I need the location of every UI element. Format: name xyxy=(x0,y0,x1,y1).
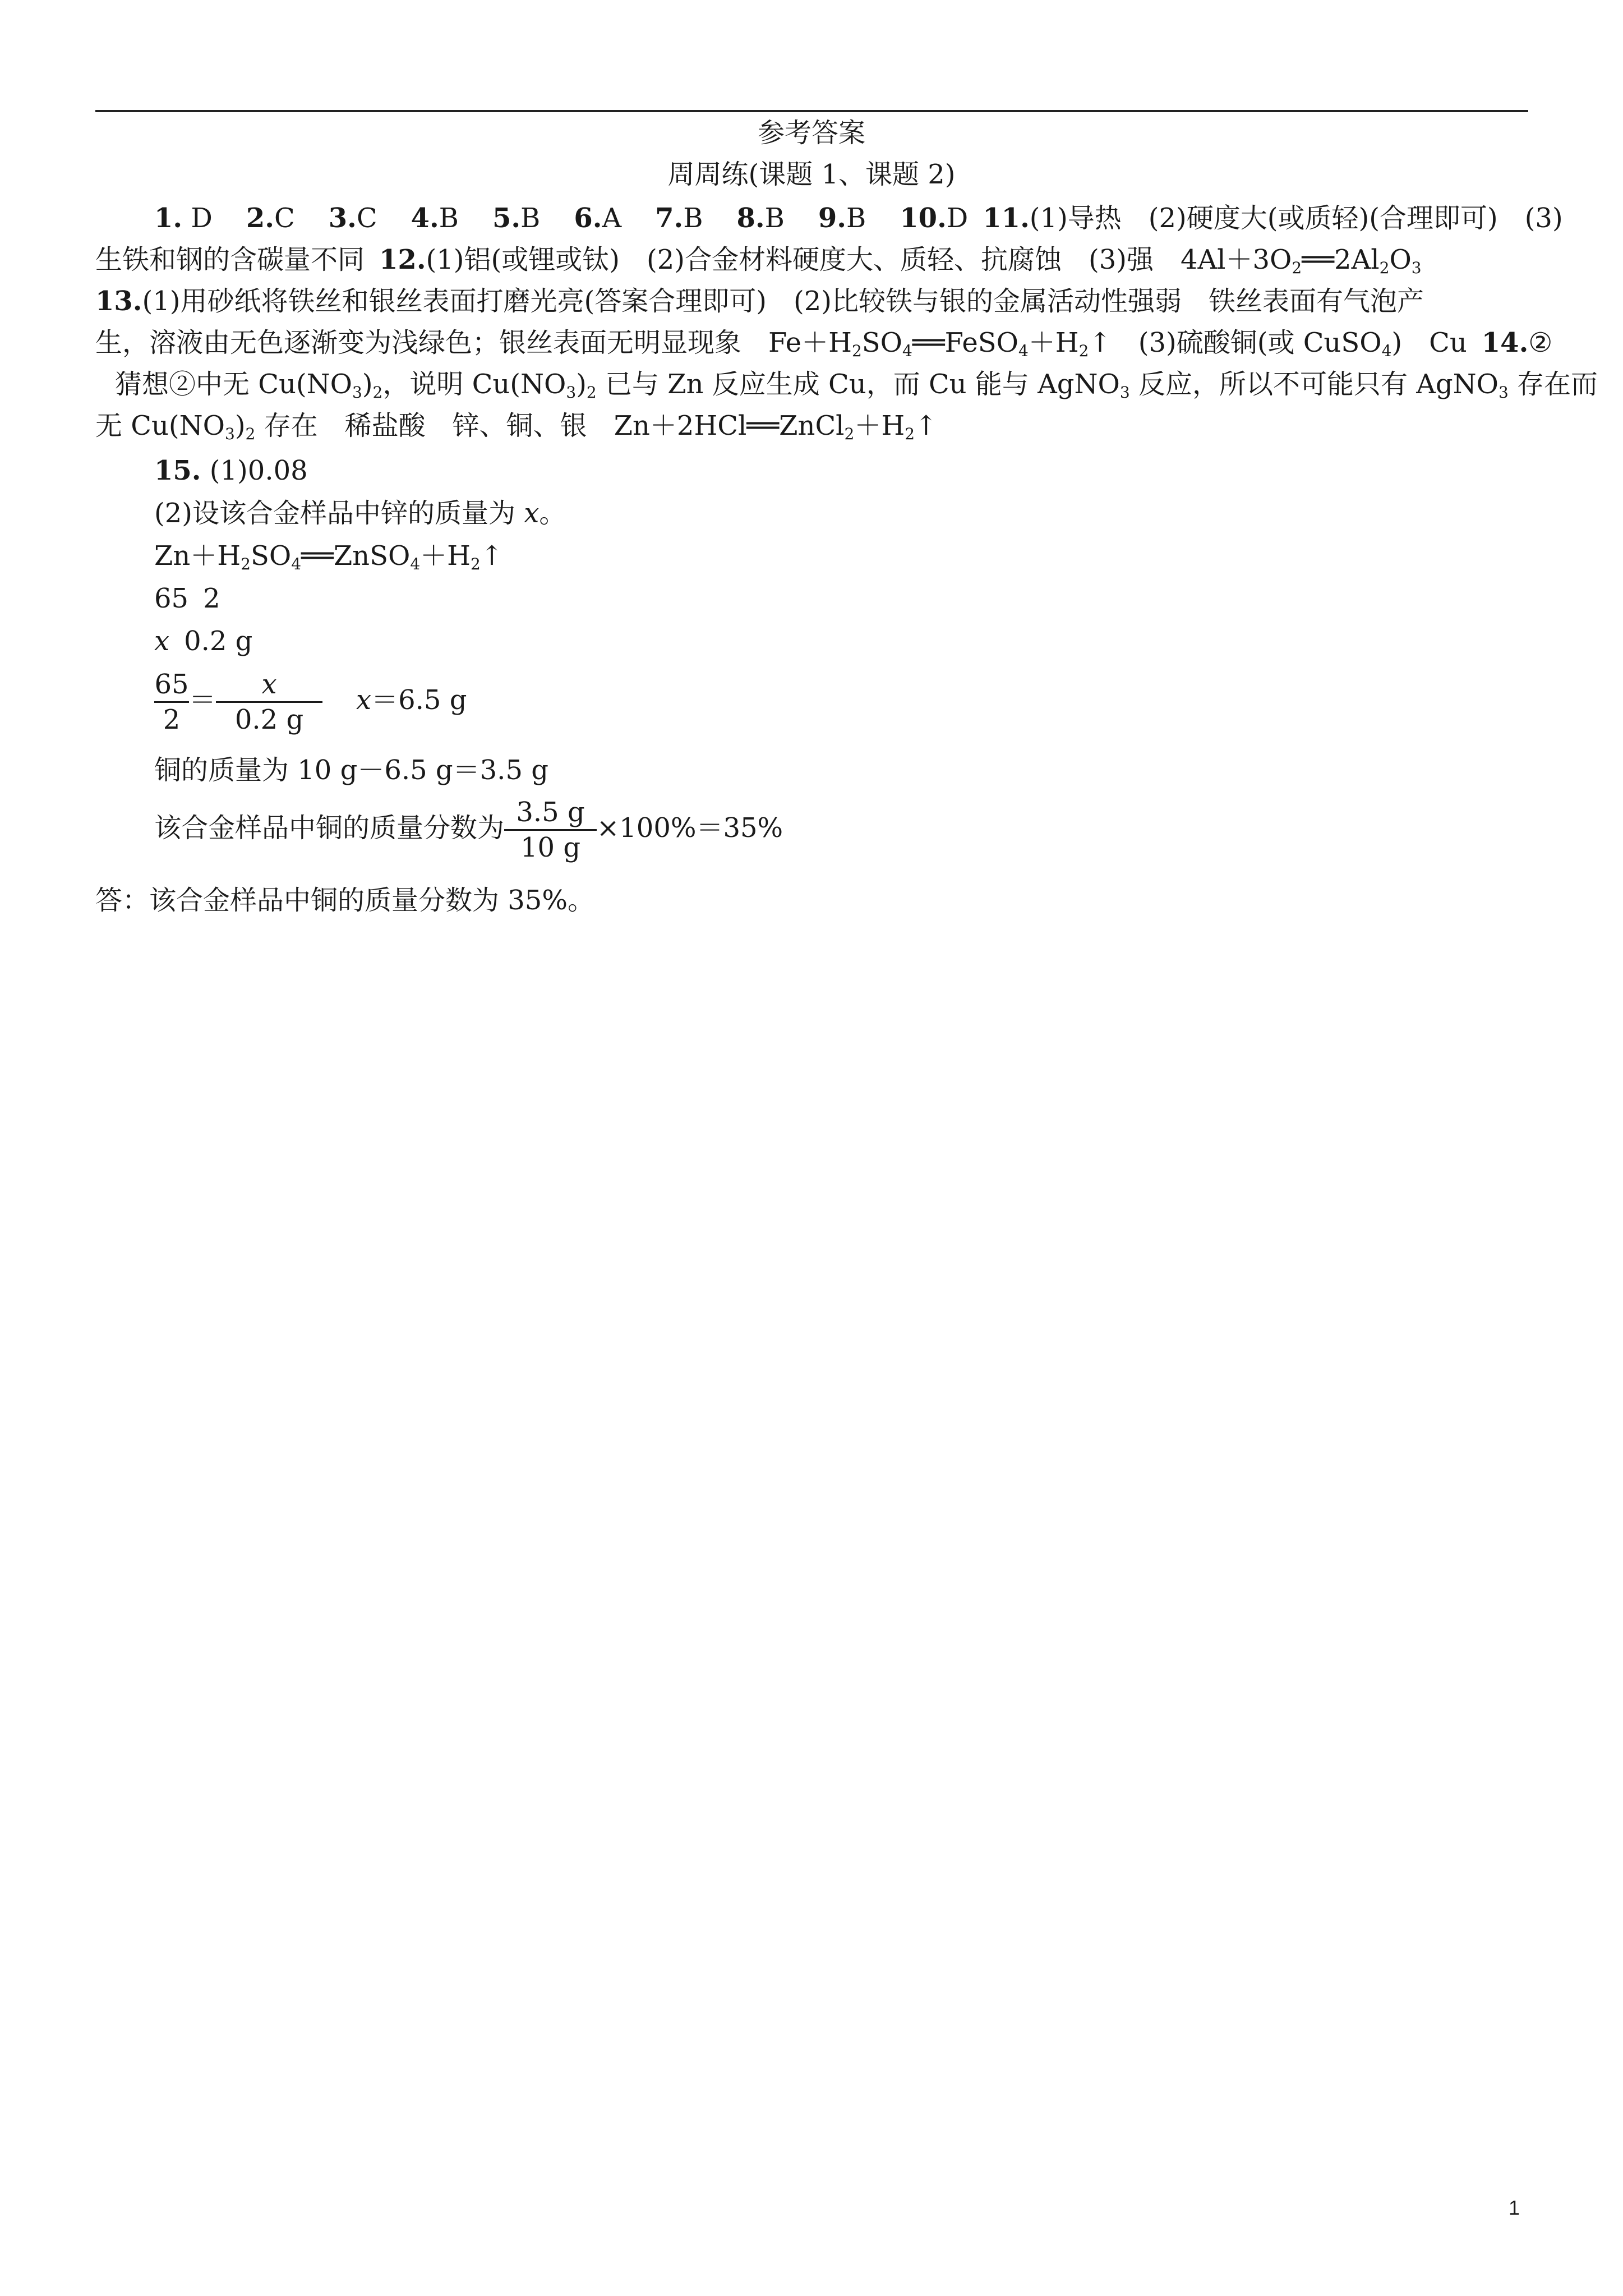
q15-copper-mass: 铜的质量为 10 g－6.5 g＝3.5 g xyxy=(154,754,548,786)
answer-line-6: 无 $Cu(NO_3)_2$ 存在 稀盐酸 锌、铜、银 $Zn+2HCl══ZnCl_2+H_2↑$ xyxy=(95,410,938,443)
q15-mass-row: x 0.2 g xyxy=(154,625,253,657)
answer-line-5: 猜想②中无 $Cu(NO_3)_2$，说明 $Cu(NO_3)_2$ 已与 Zn 反应生成 Cu，而 Cu 能与 AgNO$_3$ 反应，所以不可能只有 AgNO$_3$ 存在而 xyxy=(115,369,1598,402)
answer-line-3: 13.(1)用砂纸将铁丝和银丝表面打磨光亮(答案合理即可) (2)比较铁与银的金属活动性强弱 铁丝表面有气泡产 xyxy=(95,286,1424,317)
answer-line-1: 1. D 2.C 3.C 4.B 5.B 6.A 7.B 8.B 9.B 10.D 11.(1)导热 (2)硬度大(或质轻)(合理即可) (3) xyxy=(154,203,1563,234)
page-number: 1 xyxy=(1509,2196,1520,2219)
header-rule xyxy=(95,110,1528,112)
q15-part1: 15. (1)0.08 xyxy=(154,455,308,486)
page-title: 参考答案 xyxy=(757,117,865,149)
q15-final-answer: 答：该合金样品中铜的质量分数为 35%。 xyxy=(95,885,594,916)
fraction-65-over-2: $\frac{65}{2}$ xyxy=(154,669,189,735)
fraction-copper-percent: $\frac{3.5 g}{10 g}$ xyxy=(504,795,597,864)
q15-equation: $Zn+H_2SO_4══ZnSO_4+H_2↑$ xyxy=(154,540,504,573)
q15-proportion: $\frac{65}{2}$ ＝ $\frac{x}{0.2 g}$ x＝6.5 g xyxy=(154,669,467,735)
q15-molar-mass-row: 65 2 xyxy=(154,583,220,614)
section-subtitle: 周周练(课题 1、课题 2) xyxy=(667,159,956,190)
answer-line-2: 生铁和钢的含碳量不同 12.(1)铝(或锂或钛) (2)合金材料硬度大、质轻、抗腐蚀 (3)强 $4Al+3O_2══2Al_2O_3$ xyxy=(95,244,1422,277)
fraction-x-over-mass: $\frac{x}{0.2 g}$ xyxy=(216,668,322,737)
q15-part2-setup: (2)设该合金样品中锌的质量为 x。 xyxy=(154,498,566,529)
answer-line-4: 生，溶液由无色逐渐变为浅绿色；银丝表面无明显现象 $Fe+H_2SO_4══FeSO_4+H_2↑$ (3)硫酸铜(或 CuSO$_4$) Cu 14.② xyxy=(95,327,1553,360)
q15-copper-fraction: 该合金样品中铜的质量分数为 $\frac{3.5 g}{10 g}$ ×100%＝35% xyxy=(154,797,783,863)
